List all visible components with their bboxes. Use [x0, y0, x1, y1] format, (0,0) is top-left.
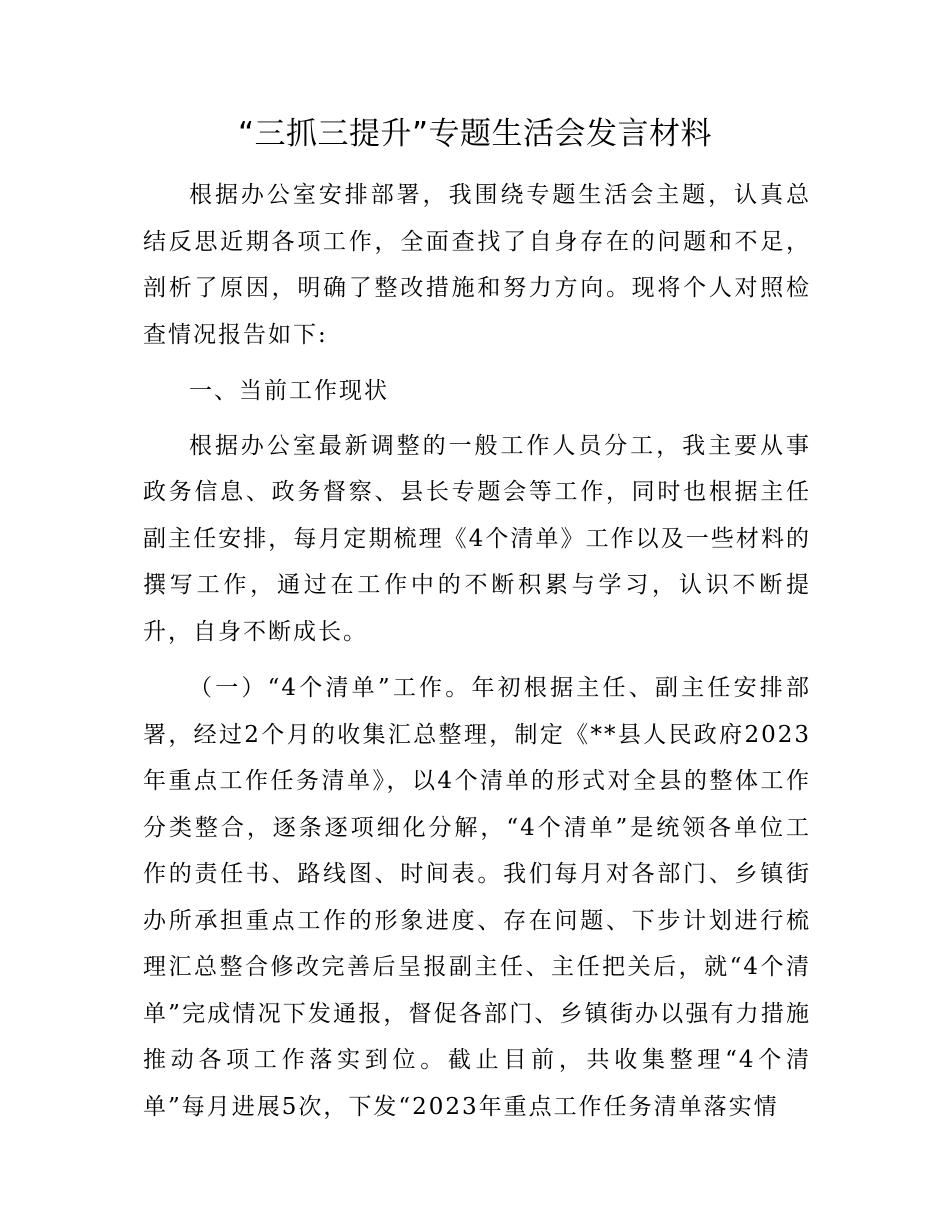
intro-paragraph: 根据办公室安排部署，我围绕专题生活会主题，认真总结反思近期各项工作，全面查找了自身存在的问题和不足，剖析了原因，明确了整改措施和努力方向。现将个人对照检查情况报告如下:	[143, 182, 811, 348]
document-body	[143, 172, 811, 1140]
body-paragraph: （一）“4个清单”工作。年初根据主任、副主任安排部署，经过2个月的收集汇总整理，制定《**县人民政府2023年重点工作任务清单》，以4个清单的形式对全县的整体工作分类整合，逐条逐项细化分解，“4个清单”是统领各单位工作的责任书、路线图、时间表。我们每月对各部门、乡镇街办所承担重点工作的形象进度、存在问题、下步计划进行梳理汇总整合修改完善后呈报副主任、主任把关后，就“4个清单”完成情况下发通报，督促各部门、乡镇街办以强有力措施推动各项工作落实到位。截止目前，共收集整理“4个清单”每月进展5次，下发“2023年重点工作任务清单落实情	[143, 675, 811, 1120]
document-title: “三抓三提升”专题生活会发言材料	[237, 116, 713, 152]
body-paragraph: 根据办公室最新调整的一般工作人员分工，我主要从事政务信息、政务督察、县长专题会等工作，同时也根据主任副主任安排，每月定期梳理《4个清单》工作以及一些材料的撰写工作，通过在工作中的不断积累与学习，认识不断提升，自身不断成长。	[143, 432, 811, 645]
section-heading: 一、当前工作现状	[189, 378, 389, 404]
